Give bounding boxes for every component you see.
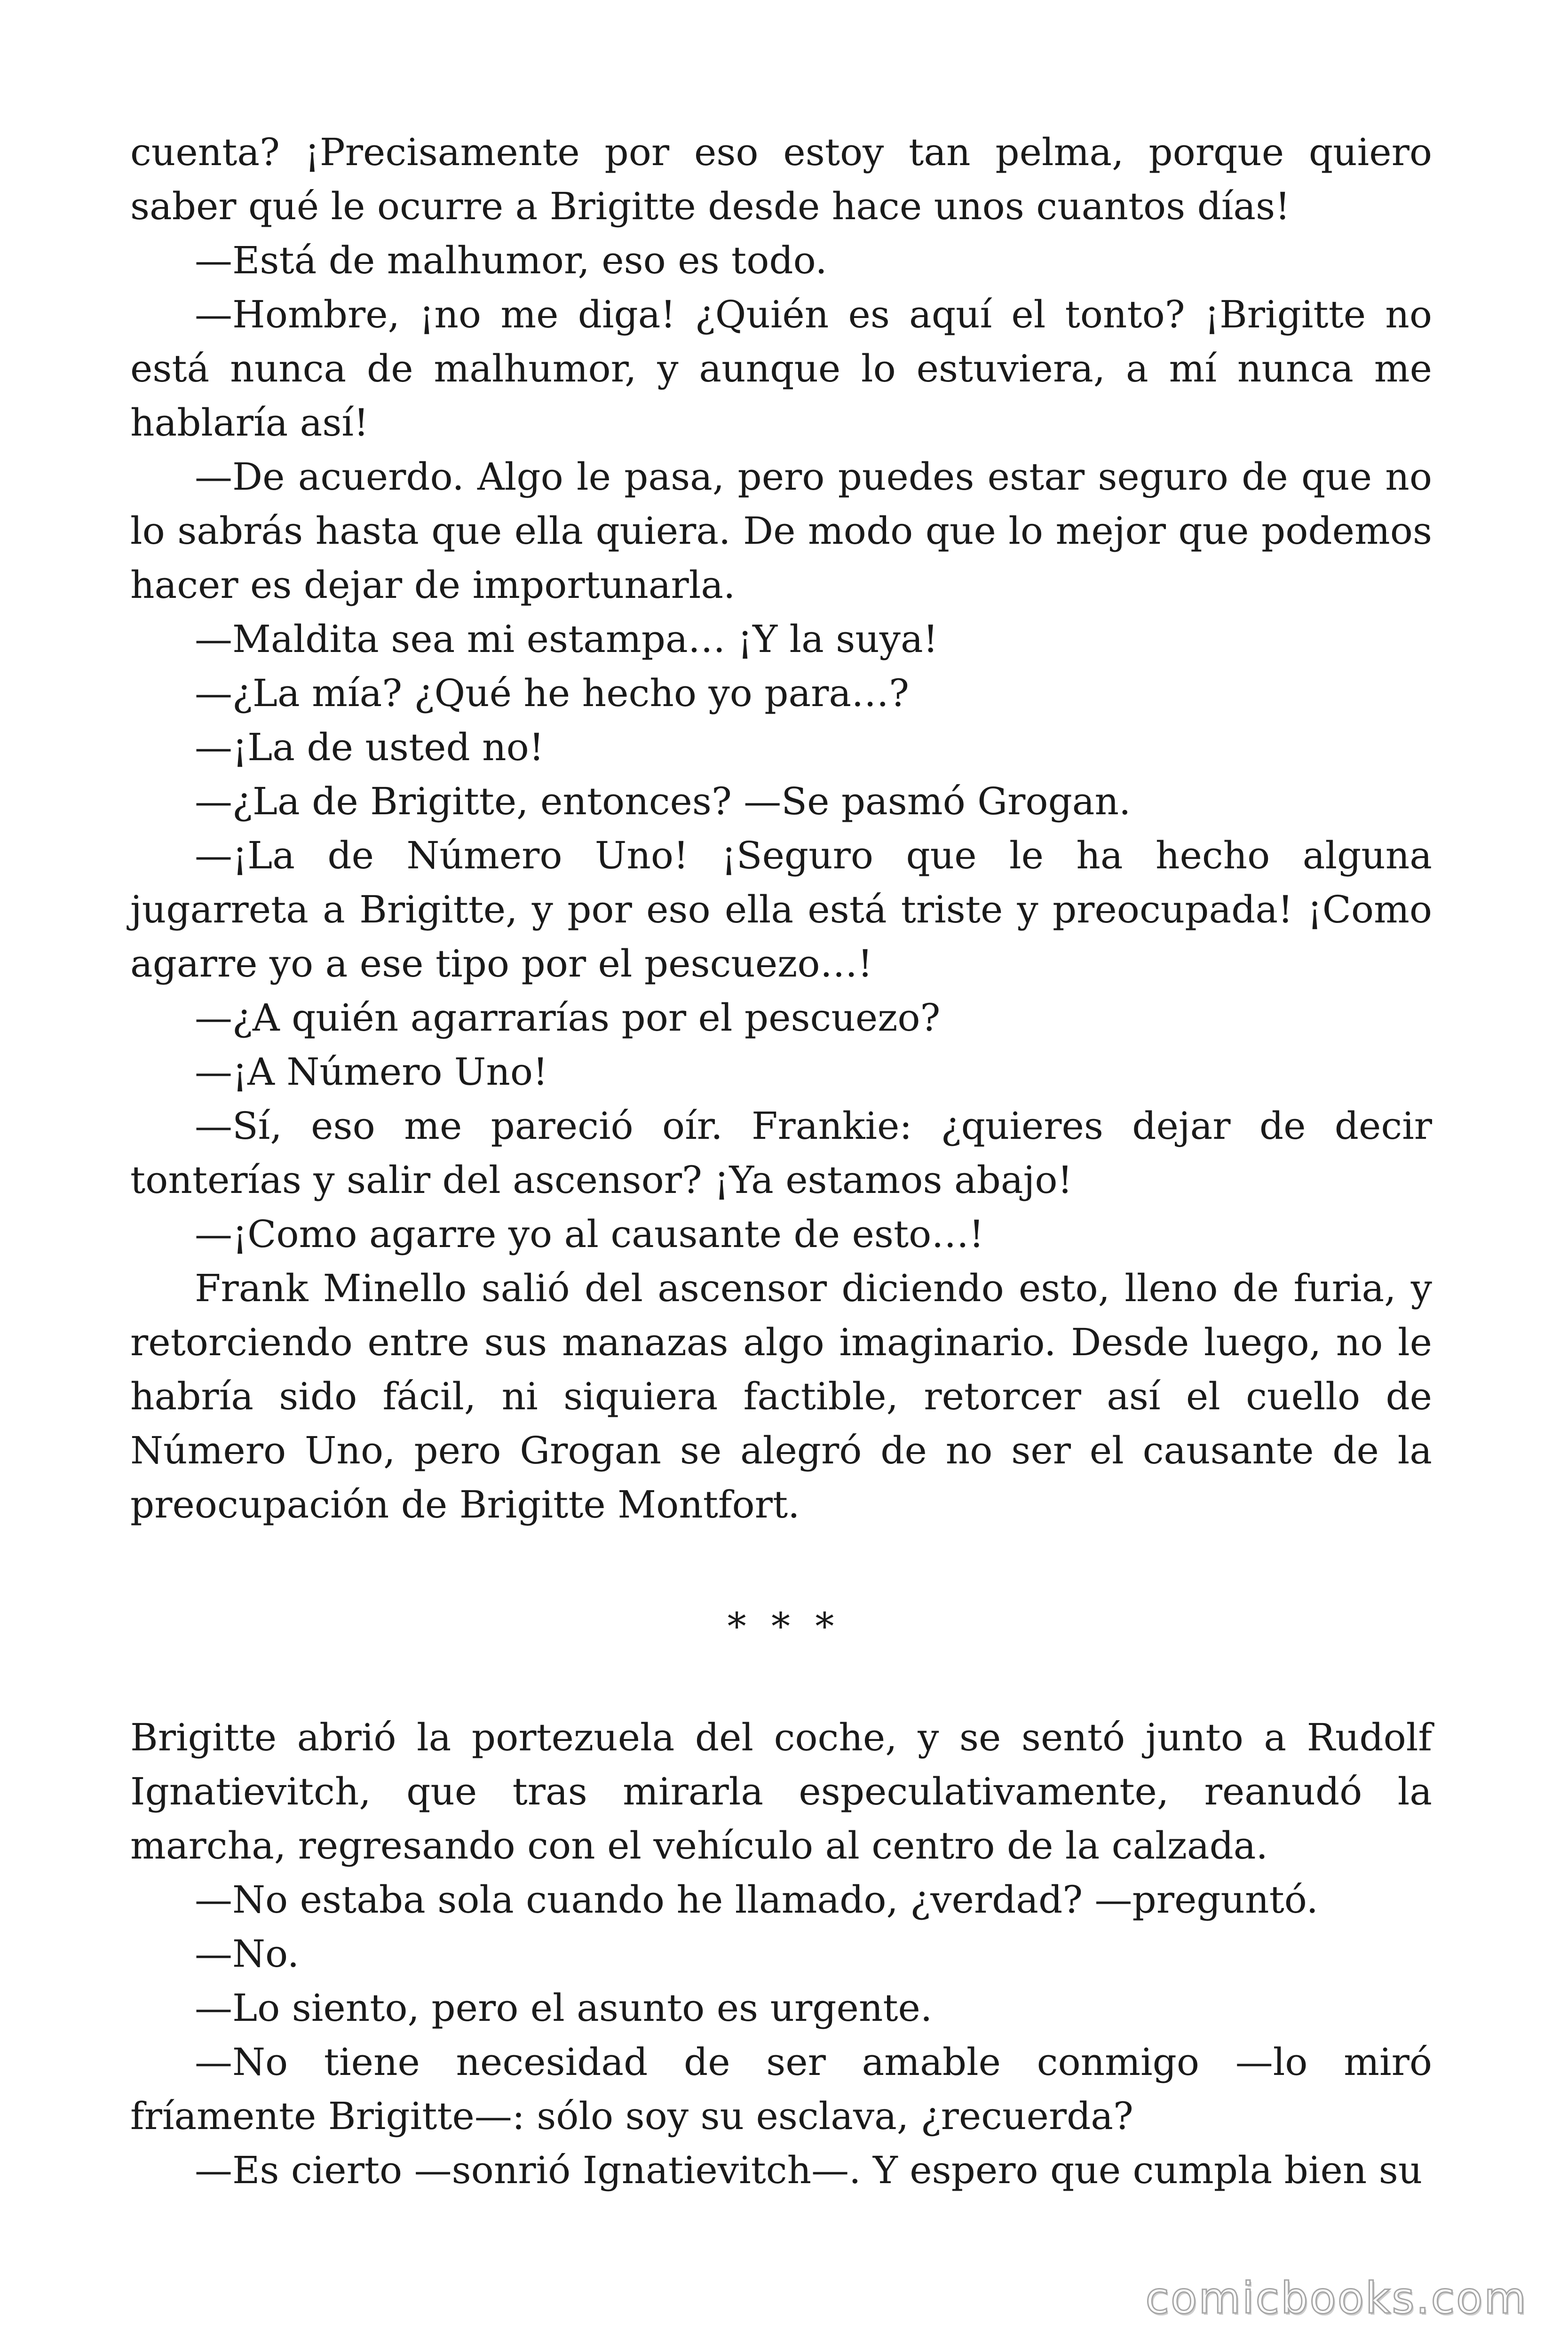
paragraph: —Es cierto —sonrió Ignatievitch—. Y espero que cumpla bien su [195, 2148, 1423, 2192]
paragraph: —Lo siento, pero el asunto es urgente. [195, 1986, 933, 2030]
watermark-logo: comicbooks.com [1145, 2273, 1528, 2323]
paragraph: —¡A Número Uno! [195, 1050, 548, 1094]
paragraph: —De acuerdo. Algo le pasa, pero puedes estar seguro de que no lo sabrás hasta que ella quiera. De modo que lo mejor que podemos hacer es dejar de importunarla. [130, 455, 1432, 607]
paragraph: —¡Como agarre yo al causante de esto…! [195, 1212, 984, 1256]
scene-break-asterisks: * * * [727, 1605, 841, 1648]
paragraph: —No estaba sola cuando he llamado, ¿verdad? —preguntó. [195, 1878, 1318, 1922]
text-section-1 [130, 125, 1432, 1532]
paragraph: —¿La de Brigitte, entonces? —Se pasmó Grogan. [195, 779, 1131, 823]
paragraph: Frank Minello salió del ascensor diciendo esto, lleno de furia, y retorciendo entre sus manazas algo imaginario. Desde luego, no le habría sido fácil, ni siquiera factible, retorcer así el cuello de Número Uno, pero Grogan se alegró de no ser el causante de la preocupación de Brigitte Montfort. [130, 1266, 1432, 1526]
paragraph: —¡La de Número Uno! ¡Seguro que le ha hecho alguna jugarreta a Brigitte, y por eso ella está triste y preocupada! ¡Como agarre yo a ese tipo por el pescuezo…! [130, 834, 1432, 985]
paragraph: —¡La de usted no! [195, 725, 544, 769]
paragraph: —No. [195, 1932, 300, 1976]
paragraph: —Está de malhumor, eso es todo. [195, 238, 827, 282]
paragraph: —¿A quién agarrarías por el pescuezo? [195, 996, 941, 1040]
paragraph: —Maldita sea mi estampa… ¡Y la suya! [195, 617, 938, 661]
paragraph: —Hombre, ¡no me diga! ¿Quién es aquí el tonto? ¡Brigitte no está nunca de malhumor, y aunque lo estuviera, a mí nunca me hablaría así! [130, 293, 1432, 445]
paragraph: —Sí, eso me pareció oír. Frankie: ¿quieres dejar de decir tonterías y salir del ascensor? ¡Ya estamos abajo! [130, 1104, 1432, 1202]
paragraph: —No tiene necesidad de ser amable conmigo —lo miró fríamente Brigitte—: sólo soy su esclava, ¿recuerda? [130, 2040, 1432, 2138]
paragraph: cuenta? ¡Precisamente por eso estoy tan pelma, porque quiero saber qué le ocurre a Brigitte desde hace unos cuantos días! [130, 130, 1432, 228]
paragraph: Brigitte abrió la portezuela del coche, y se sentó junto a Rudolf Ignatievitch, que tras mirarla especulativamente, reanudó la marcha, regresando con el vehículo al centro de la calzada. [130, 1716, 1432, 1867]
paragraph: —¿La mía? ¿Qué he hecho yo para…? [195, 671, 909, 715]
text-section-2 [130, 1710, 1432, 2197]
